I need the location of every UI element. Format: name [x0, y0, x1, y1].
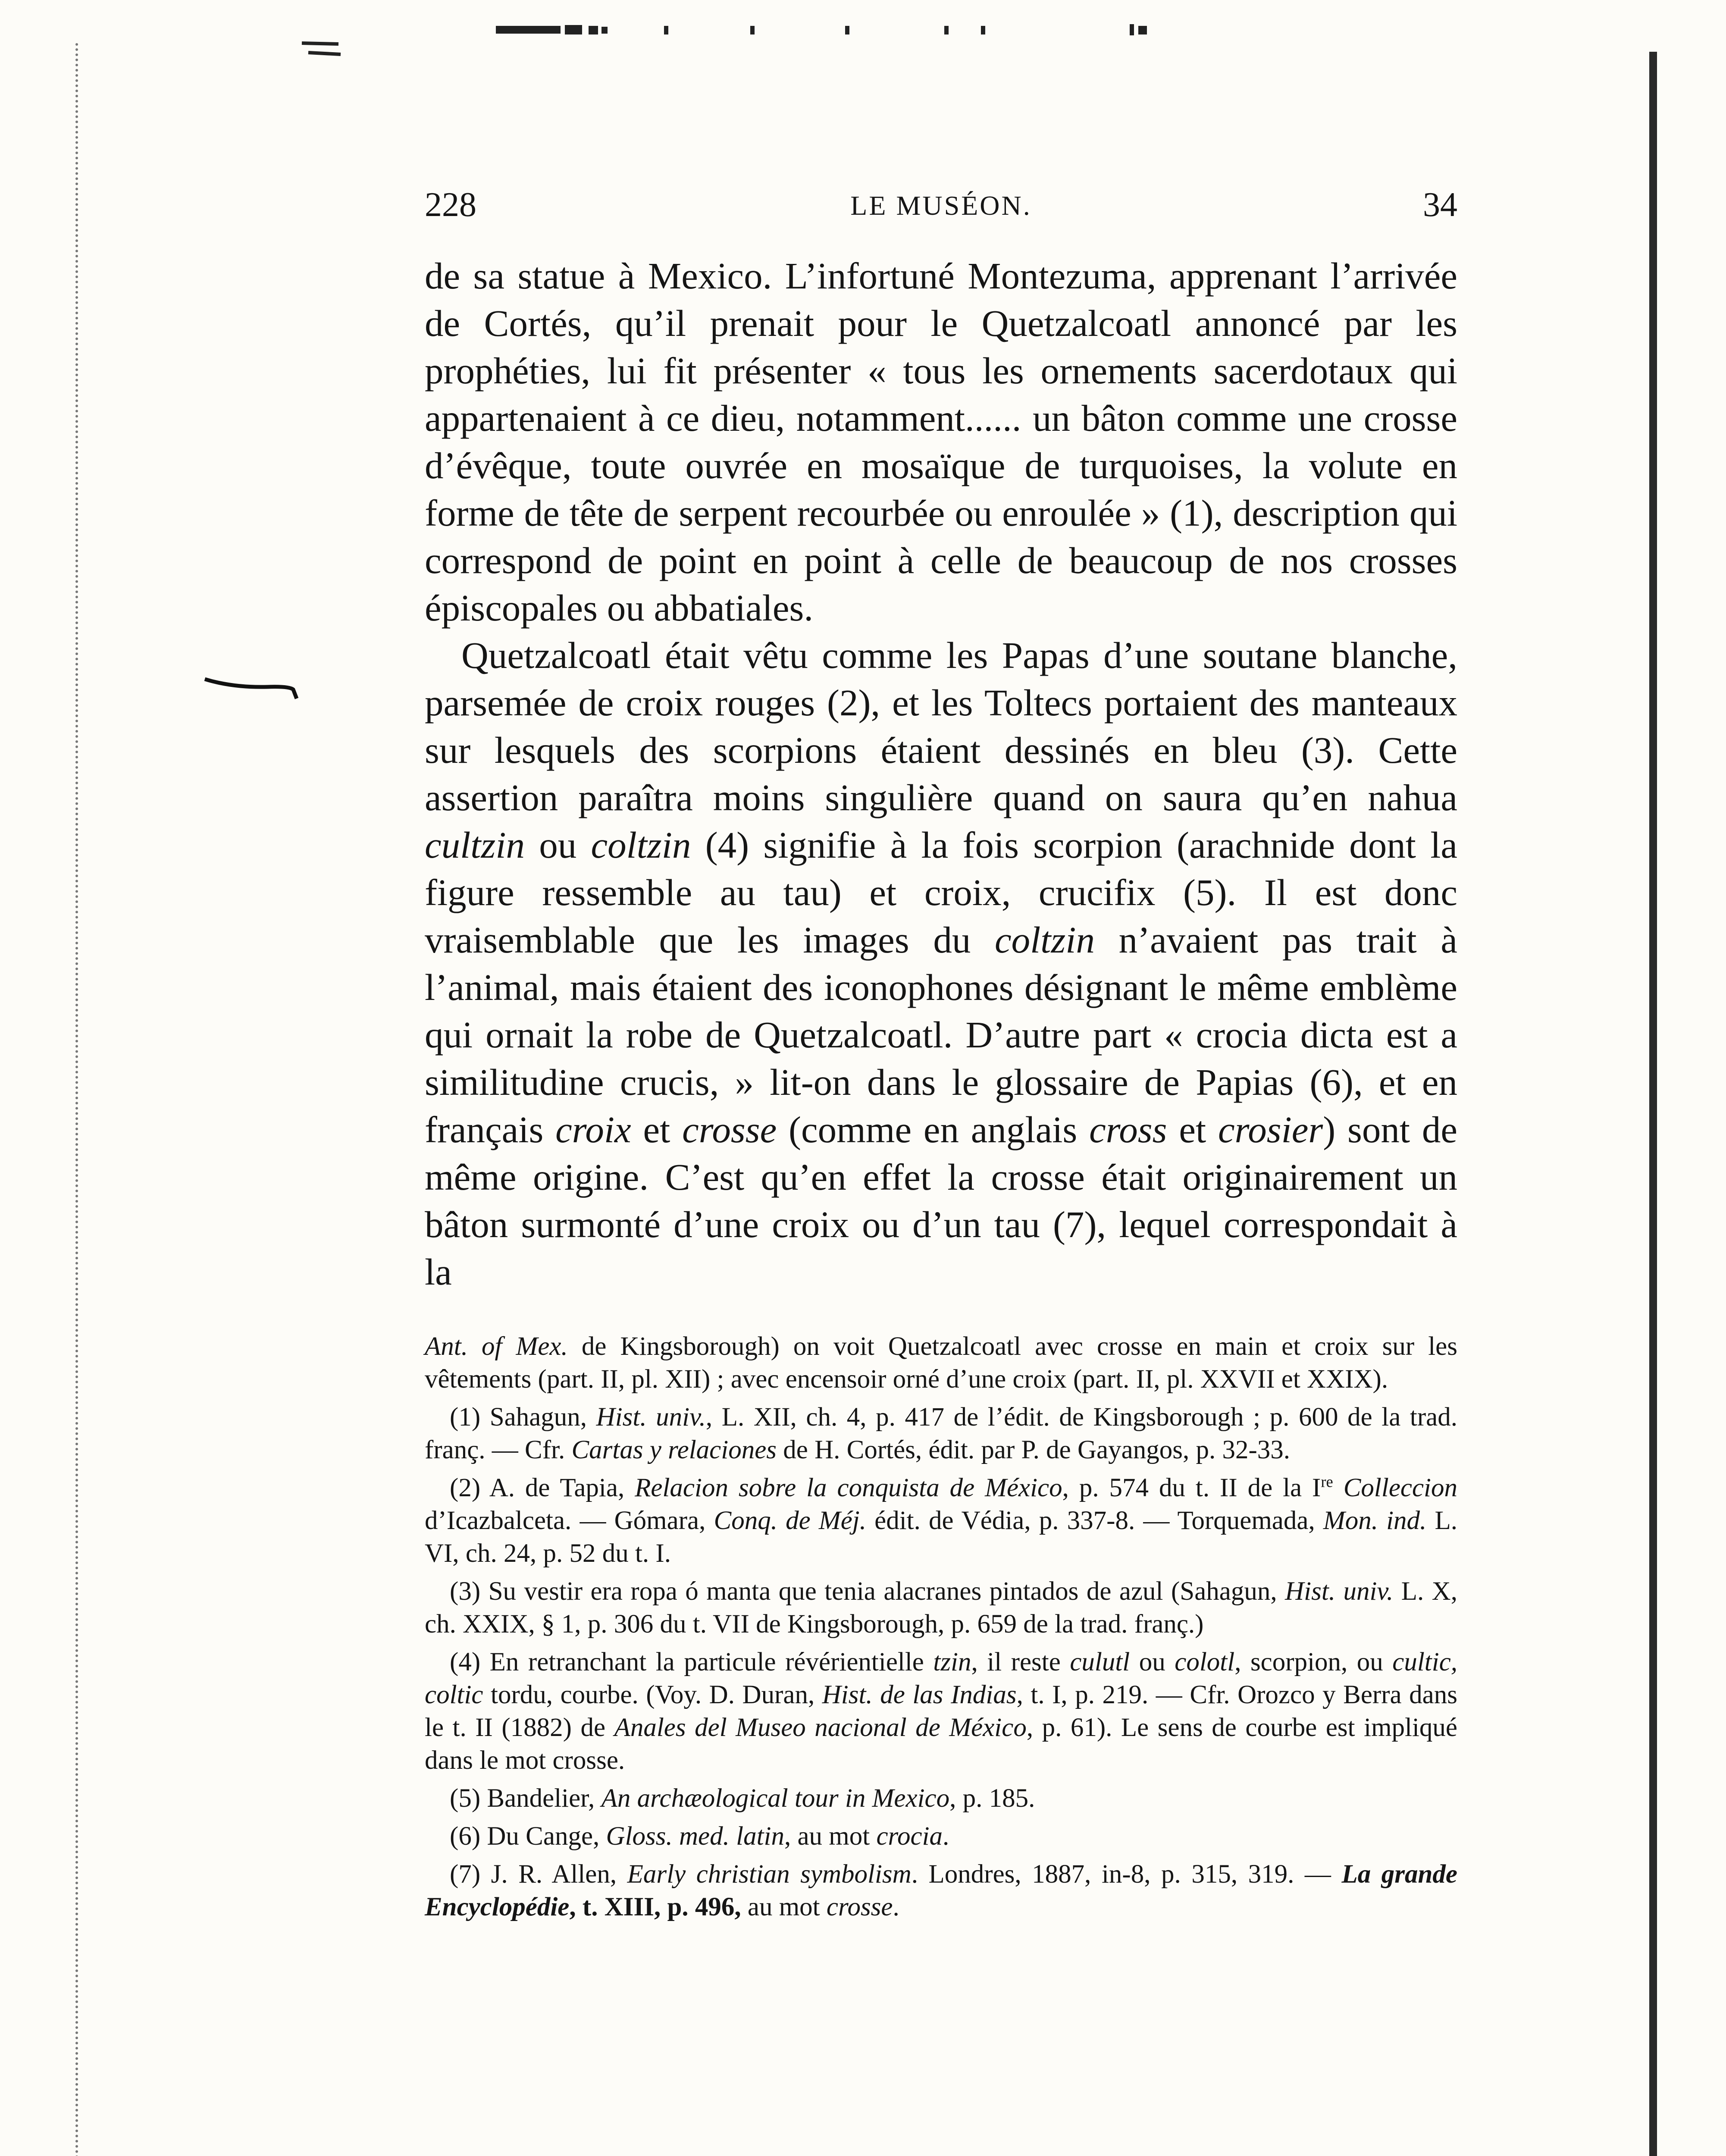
italic-text: crosse — [826, 1893, 893, 1921]
scan-top-marks — [496, 22, 1164, 39]
footnotes — [425, 1330, 1457, 1924]
italic-text: Hist. univ. — [596, 1403, 706, 1432]
italic-text: tzin — [933, 1648, 971, 1677]
paragraph: Quetzalcoatl était vêtu comme les Papas d’une soutane blanche, parsemée de croix rouges (2), et les Toltecs portaient des manteaux sur lesquels des scorpions étaient dessinés en bleu (3). Cette assertion paraîtra moins singulière quand on saura qu’en nahua cultzin ou coltzin (4) signifie à la fois scorpion (arachnide dont la figure ressemble au tau) et croix, crucifix (5). Il est donc vraisemblable que les images du coltzin n’avaient pas trait à l’animal, mais étaient des iconophones désignant le même emblème qui ornait la robe de Quetzalcoatl. D’autre part « crocia dicta est a similitudine crucis, » lit-on dans le glossaire de Papias (6), et en français croix et crosse (comme en anglais cross et crosier) sont de même origine. C’est qu’en effet la crosse était originairement un bâton surmonté d’une croix ou d’un tau (7), lequel correspondait à la — [425, 634, 1458, 1293]
italic-text: Colleccion — [1343, 1473, 1457, 1502]
paragraph: de sa statue à Mexico. L’infortuné Montezuma, apprenant l’arrivée de Cortés, qu’il prenait pour le Quetzalcoatl annoncé par les prophéties, lui fit présenter « tous les ornements sacerdotaux qui appartenaient à ce dieu, notamment...... un bâton comme une crosse d’évêque, toute ouvrée en mosaïque de turquoises, la volute en forme de tête de serpent recourbée ou enroulée » (1), description qui correspond de point en point à celle de beaucoup de nos crosses épiscopales ou abbatiales. — [425, 255, 1457, 629]
italic-text: Conq. de Méj. — [714, 1506, 866, 1535]
italic-text: crocia — [876, 1822, 943, 1851]
running-head — [425, 185, 1457, 233]
footnote-1: (1) Sahagun, Hist. univ., L. XII, ch. 4, p. 417 de l’édit. de Kingsborough ; p. 600 de la trad. franç. — Cfr. Cartas y relaciones de H. Cortés, édit. par P. de Gayangos, p. 32-33. — [425, 1403, 1457, 1464]
italic-text: coltzin — [994, 919, 1095, 961]
footnote-3: (3) Su vestir era ropa ó manta que tenia alacranes pintados de azul (Sahagun, Hist. univ. L. X, ch. XXIX, § 1, p. 306 du t. VII de Kingsborough, p. 659 de la trad. franç.) — [425, 1577, 1457, 1639]
scan-corner-mark — [300, 34, 343, 60]
scan-margin-mark — [203, 675, 302, 701]
italic-text: Gloss. med. latin — [606, 1822, 784, 1851]
bold-text: , t. XIII, p. 496, — [569, 1893, 741, 1921]
page-number: 228 — [425, 186, 476, 224]
footnote-2: (2) A. de Tapia, Relacion sobre la conquista de México, p. 574 du t. II de la Ire Colleccion d’Icazbalceta. — Gómara, Conq. de Méj. édit. de Védia, p. 337-8. — Torquemada, Mon. ind. L. VI, ch. 24, p. 52 du t. I. — [425, 1473, 1457, 1568]
scan-left-edge — [75, 43, 81, 2156]
italic-text: Ant. of Mex. — [425, 1332, 568, 1361]
italic-text: Early christian symbolism — [627, 1860, 912, 1889]
running-title: LE MUSÉON. — [850, 190, 1032, 221]
italic-text: An archæological tour in Mexico — [601, 1784, 950, 1813]
footnote-4: (4) En retranchant la particule révérientielle tzin, il reste culutl ou colotl, scorpion, ou cultic, coltic tordu, courbe. (Voy. D. Duran, Hist. de las Indias, t. I, p. 219. — Cfr. Orozco y Berra dans le t. II (1882) de Anales del Museo nacional de México, p. 61). Le sens de courbe est impliqué dans le mot crosse. — [425, 1648, 1458, 1775]
footnote-continuation: Ant. of Mex. de Kingsborough) on voit Quetzalcoatl avec crosse en main et croix sur les vêtements (part. II, pl. XII) ; avec encensoir orné d’une croix (part. II, pl. XXVII et XXIX). — [425, 1332, 1457, 1394]
italic-text: crosse — [682, 1109, 777, 1150]
italic-text: Relacion sobre la conquista de México — [635, 1473, 1062, 1502]
italic-text: Hist. univ. — [1285, 1577, 1394, 1606]
italic-text: culutl — [1070, 1648, 1130, 1677]
footnote-6: (6) Du Cange, Gloss. med. latin, au mot crocia. — [450, 1822, 949, 1851]
italic-text: Cartas y relaciones — [571, 1435, 777, 1464]
footnote-5: (5) Bandelier, An archæological tour in Mexico, p. 185. — [450, 1784, 1035, 1813]
italic-text: Mon. ind. — [1323, 1506, 1427, 1535]
italic-text: croix — [555, 1109, 631, 1150]
italic-text: crosier — [1218, 1109, 1323, 1150]
main-text — [425, 252, 1457, 1296]
section-number: 34 — [1423, 186, 1457, 224]
italic-text: coltzin — [591, 824, 691, 866]
scan-right-edge — [1649, 52, 1657, 2156]
italic-text: cultic, coltic — [425, 1648, 1458, 1709]
italic-text: Hist. de las Indias — [822, 1680, 1017, 1709]
bold-italic-text: La grande Encyclopédie — [425, 1860, 1457, 1921]
superscript: re — [1321, 1473, 1333, 1491]
footnote-7: (7) J. R. Allen, Early christian symbolism. Londres, 1887, in-8, p. 315, 319. — La grande Encyclopédie, t. XIII, p. 496, au mot crosse. — [425, 1860, 1457, 1921]
italic-text: cross — [1089, 1109, 1167, 1150]
italic-text: cultzin — [425, 824, 525, 866]
italic-text: colotl — [1175, 1648, 1235, 1677]
italic-text: Anales del Museo nacional de México — [614, 1713, 1027, 1742]
